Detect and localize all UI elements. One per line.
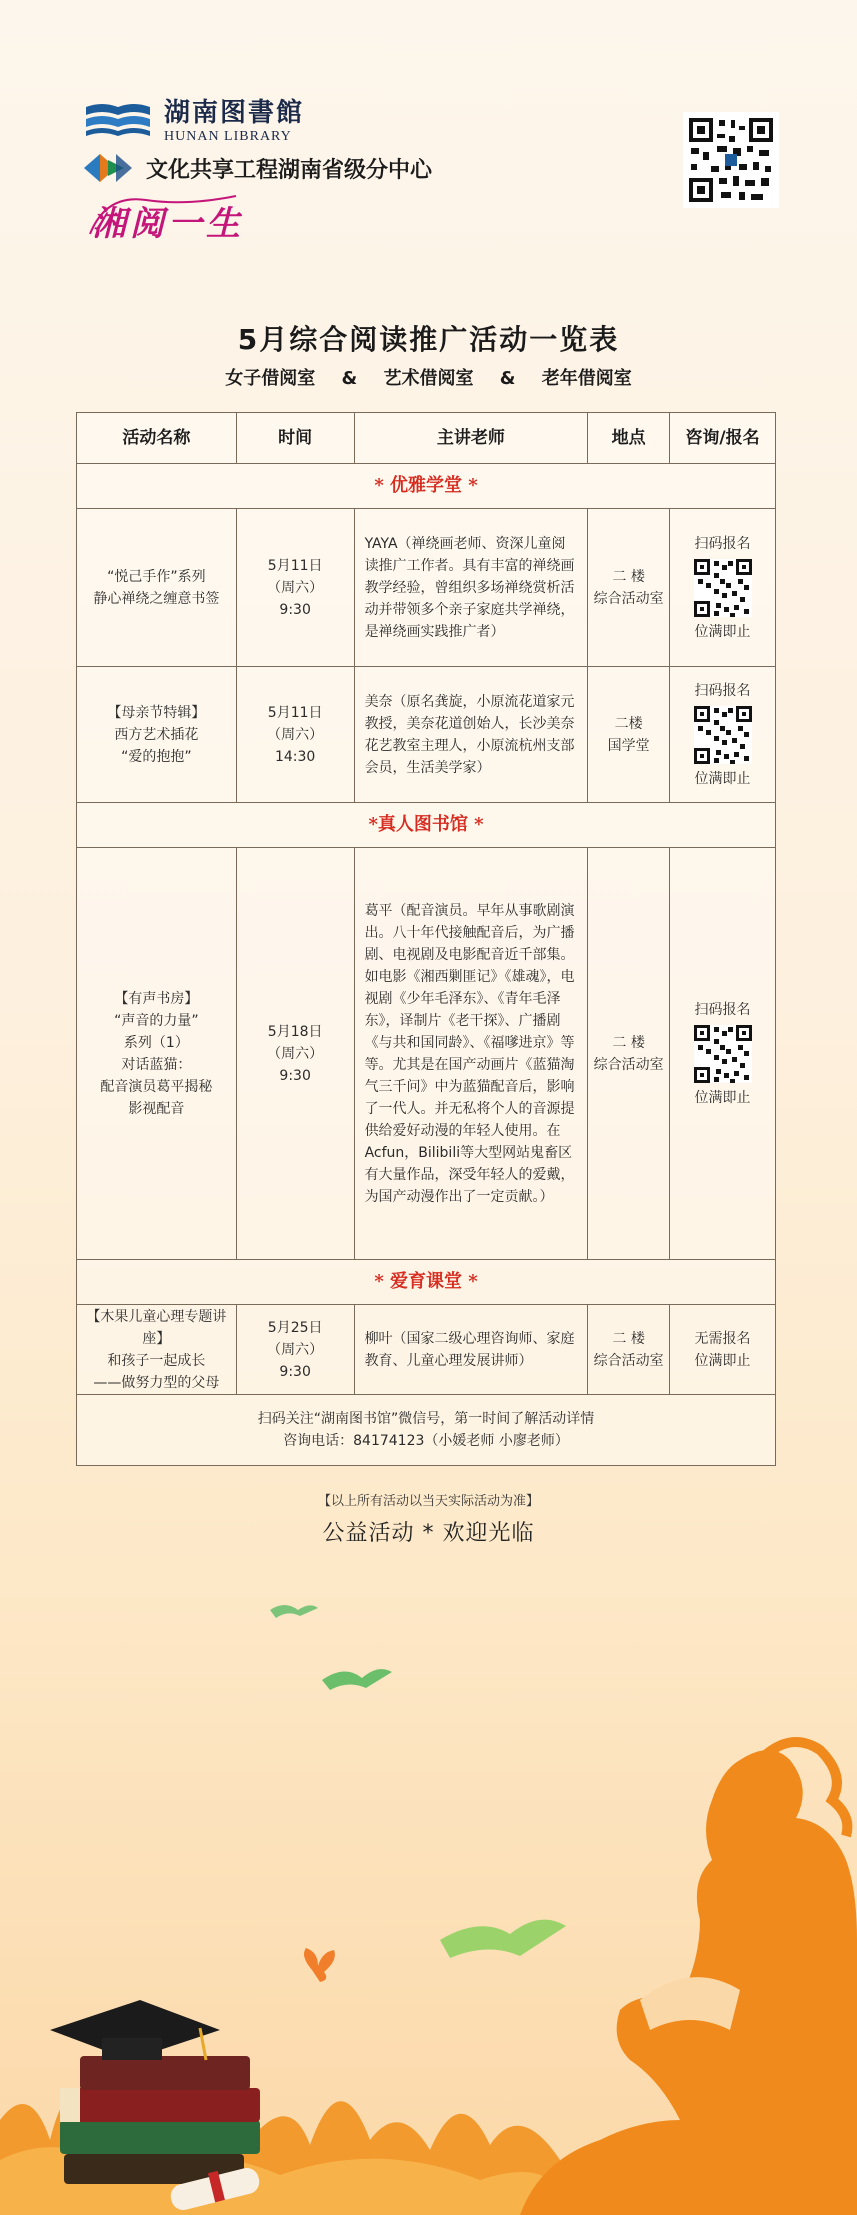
time-cell (236, 1305, 354, 1395)
time-line: 9:30 (279, 601, 311, 618)
footer-row (77, 1395, 776, 1466)
column-header: 地点 (588, 413, 670, 464)
reading-brand-name: 湘阅一生 (92, 204, 244, 244)
table-header-row (77, 413, 776, 464)
location-cell (588, 848, 670, 1260)
graduation-cap-icon (50, 2000, 220, 2060)
separator: & (341, 368, 358, 389)
time-line: （周六） (267, 726, 324, 743)
location-line: 二 楼 (612, 1034, 645, 1051)
activity-name-line: 【有声书房】 (114, 990, 199, 1007)
signup-label: 扫码报名 (694, 1001, 751, 1018)
signup-cell[interactable] (670, 667, 776, 803)
time-line: 5月18日 (267, 1023, 323, 1040)
table-row (77, 1305, 776, 1395)
qr-code-icon (687, 116, 775, 204)
welcome-slogan: 公益活动 * 欢迎光临 (322, 1521, 535, 1546)
activity-name-line: “爱的抱抱” (121, 748, 192, 765)
room-women: 女子借阅室 (225, 368, 316, 389)
time-line: （周六） (267, 1045, 324, 1062)
signup-cell[interactable] (670, 509, 776, 667)
column-header: 时间 (236, 413, 354, 464)
location-line: 综合活动室 (593, 1056, 664, 1073)
stacked-books-icon (60, 2056, 260, 2184)
time-line: 5月11日 (267, 704, 323, 721)
signup-qr-icon[interactable] (694, 706, 752, 764)
signup-note: 位满即止 (694, 770, 751, 787)
signup-cell (670, 1305, 776, 1395)
time-line: （周六） (267, 579, 324, 596)
activity-name-line: “悦己手作”系列 (107, 568, 206, 585)
contact-phone: 咨询电话：84174123（小媛老师 小廖老师） (283, 1433, 569, 1449)
signup-qr-icon[interactable] (694, 559, 752, 617)
section-title: *真人图书馆 * (77, 803, 776, 848)
center-name: 文化共享工程湖南省级分中心 (146, 156, 433, 183)
culture-share-logo-icon (82, 150, 134, 186)
brand-swirl-icon (86, 190, 246, 246)
activity-name-cell (77, 667, 237, 803)
signup-label: 扫码报名 (694, 535, 751, 552)
library-logo (82, 92, 304, 145)
activity-name-cell (77, 848, 237, 1260)
section-row (77, 464, 776, 509)
table-row (77, 848, 776, 1260)
activity-name-line: “声音的力量” (114, 1012, 199, 1029)
reading-brand-logo (92, 196, 244, 245)
section-row (77, 1260, 776, 1305)
teacher-cell: 美奈（原名龚旋，小原流花道家元教授，美奈花道创始人，长沙美奈花艺教室主理人，小原流杭州支部会员，生活美学家） (354, 667, 588, 803)
library-name-en: HUNAN LIBRARY (164, 129, 292, 144)
signup-note: 位满即止 (694, 1352, 751, 1369)
section-title: * 爱育课堂 * (77, 1260, 776, 1305)
library-name-zh: 湖南图書館 (164, 98, 305, 128)
activity-name-line: 【母亲节特辑】 (107, 704, 206, 721)
location-cell (588, 667, 670, 803)
column-header: 活动名称 (77, 413, 237, 464)
table-row (77, 509, 776, 667)
signup-label: 扫码报名 (694, 682, 751, 699)
activity-name-cell (77, 1305, 237, 1395)
location-line: 综合活动室 (593, 1352, 664, 1369)
time-line: 5月11日 (267, 557, 323, 574)
signup-note: 位满即止 (694, 623, 751, 640)
wechat-follow-note: 扫码关注“湖南图书馆”微信号，第一时间了解活动详情 (257, 1411, 595, 1427)
activity-name-line: 对话蓝猫： (121, 1056, 192, 1073)
location-line: 国学堂 (607, 737, 650, 754)
time-cell (236, 667, 354, 803)
signup-qr-icon[interactable] (694, 1025, 752, 1083)
location-line: 二楼 (614, 715, 643, 732)
location-cell (588, 1305, 670, 1395)
signup-note: 位满即止 (694, 1089, 751, 1106)
butterfly-icon (304, 1948, 335, 1982)
activity-name-line: 和孩子一起成长 (107, 1352, 206, 1369)
time-line: （周六） (267, 1341, 324, 1358)
reading-girl-silhouette (520, 1742, 857, 2215)
time-cell (236, 848, 354, 1260)
table-body (77, 464, 776, 1466)
culture-center-logo (82, 150, 432, 186)
wechat-qr-code[interactable] (683, 112, 779, 208)
book-stack-logo-icon (82, 99, 154, 139)
reading-rooms-subtitle (0, 364, 857, 390)
column-header: 主讲老师 (354, 413, 588, 464)
activity-name-cell (77, 509, 237, 667)
section-title: * 优雅学堂 * (77, 464, 776, 509)
location-line: 二 楼 (612, 1330, 645, 1347)
time-line: 9:30 (279, 1363, 311, 1380)
reading-girl-illustration (0, 1560, 857, 2215)
activity-name-line: ——做努力型的父母 (93, 1374, 220, 1391)
activity-name-line: 【木果儿童心理专题讲座】 (86, 1308, 227, 1347)
time-line: 14:30 (274, 748, 316, 765)
location-line: 综合活动室 (593, 590, 664, 607)
activity-name-line: 系列（1） (123, 1034, 189, 1051)
activity-name-line: 西方艺术插花 (114, 726, 199, 743)
time-line: 5月25日 (267, 1319, 323, 1336)
teacher-cell: YAYA（禅绕画老师、资深儿童阅读推广工作者。具有丰富的禅绕画教学经验，曾组织多场禅绕赏析活动并带领多个亲子家庭共学禅绕，是禅绕画实践推广者） (354, 509, 588, 667)
location-line: 二 楼 (612, 568, 645, 585)
activity-name-line: 静心禅绕之缠意书签 (93, 590, 220, 607)
room-senior: 老年借阅室 (541, 368, 632, 389)
separator: & (499, 368, 516, 389)
teacher-cell: 柳叶（国家二级心理咨询师、家庭教育、儿童心理发展讲师） (354, 1305, 588, 1395)
signup-cell[interactable] (670, 848, 776, 1260)
disclaimer-note: 【以上所有活动以当天实际活动为准】 (317, 1494, 539, 1509)
page-title: 5月综合阅读推广活动一览表 (237, 323, 620, 356)
contact-info-cell (77, 1395, 776, 1466)
flying-book-icon (440, 1920, 566, 1958)
time-line: 9:30 (279, 1067, 311, 1084)
location-cell (588, 509, 670, 667)
flying-book-icon (322, 1669, 392, 1690)
flying-book-icon (270, 1605, 318, 1618)
activity-name-line: 影视配音 (128, 1100, 185, 1117)
table-row (77, 667, 776, 803)
activity-name-line: 配音演员葛平揭秘 (100, 1078, 213, 1095)
teacher-cell: 葛平（配音演员。早年从事歌剧演出。八十年代接触配音后，为广播剧、电视剧及电影配音近千部集。如电影《湘西剿匪记》《雄魂》，电视剧《少年毛泽东》、《青年毛泽东》，译制片《老干探》、广播剧《与共和国同龄》、《福嗲进京》等等。尤其是在国产动画片《蓝猫淘气三千问》中为蓝猫配音后，影响了一代人。并无私将个人的音源提供给爱好动漫的年轻人使用。在Acfun，Bilibili等大型网站鬼畜区有大量作品，深受年轻人的爱戴，为国产动漫作出了一定贡献。） (354, 848, 588, 1260)
section-row (77, 803, 776, 848)
signup-label: 无需报名 (694, 1330, 751, 1347)
room-art: 艺术借阅室 (383, 368, 474, 389)
column-header: 咨询/报名 (670, 413, 776, 464)
activity-schedule-table (76, 412, 776, 1466)
time-cell (236, 509, 354, 667)
